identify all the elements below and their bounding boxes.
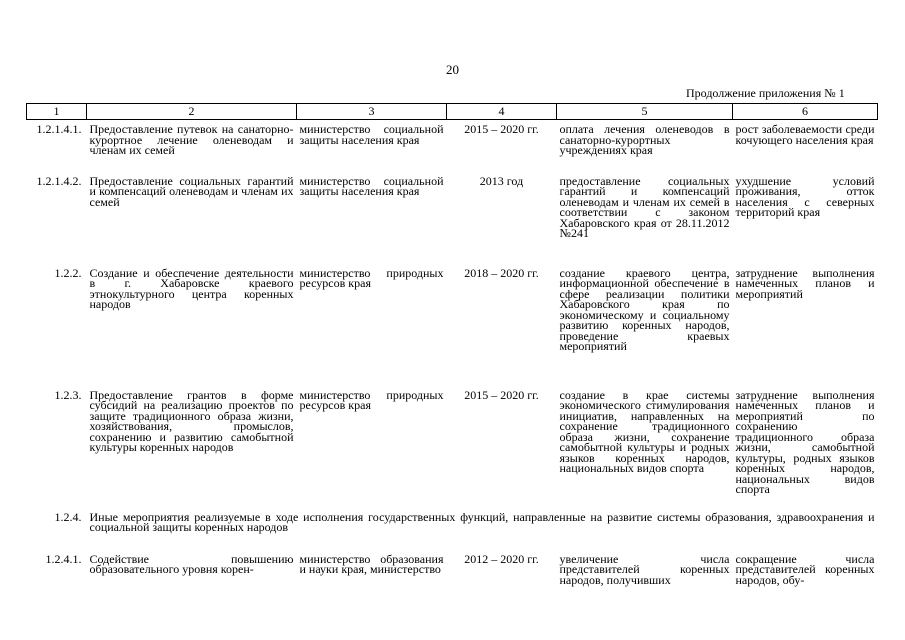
risk-cell: ухудшение условий проживания, отток населения с северных территорий края: [735, 173, 875, 219]
measure-cell: Предоставление грантов в форме субсидий на реализацию проектов по защите традиционного образа жизни, хозяйствования, промыслов, сохранению и развитию самобытной культуры коренных народов: [89, 387, 294, 454]
executor-cell: министерство образования и науки края, министерство: [299, 551, 444, 576]
measure-cell: Предоставление социальных гарантий и компенсаций оленеводам и членам их семей: [89, 173, 294, 209]
period-cell: 2012 – 2020 гг.: [464, 551, 539, 566]
executor-cell: министерство природных ресурсов края: [299, 387, 444, 412]
table-header-row: [27, 104, 878, 120]
header-col-4: 4: [447, 104, 557, 120]
row-number: 1.2.2.: [54, 265, 82, 280]
header-col-2: 2: [87, 104, 297, 120]
row-number: 1.2.1.4.1.: [36, 122, 82, 136]
result-cell: создание краевого центра, информационной обеспечение в сфере реализации политики Хабаровского края по экономическому и социальному развитию коренных народов, проведение краевых мероприятий: [559, 265, 730, 353]
result-cell: оплата лечения оленеводов в санаторно-курортных учреждениях края: [559, 122, 730, 157]
section-heading-cell: Иные мероприятия реализуемые в ходе исполнения государственных функций, направленные на развитие системы образования, здравоохранения и социальной защиты коренных народов: [89, 509, 875, 534]
result-cell: создание в крае системы экономического стимулирования инициатив, направленных на сохранение традиционного образа жизни, сохранение самобытной культуры и родных языков коренных народов, национальных видов спорта: [559, 387, 730, 475]
table-row: [27, 550, 878, 586]
table-row: [27, 120, 878, 172]
header-col-6: 6: [733, 104, 878, 120]
page-number: 20: [446, 62, 459, 77]
measure-cell: Создание и обеспечение деятельности в г. Хабаровске краевого этнокультурного центра коренных народов: [89, 265, 294, 311]
period-cell: 2015 – 2020 гг.: [464, 387, 539, 402]
table-row: [27, 264, 878, 386]
risk-cell: затруднение выполнения намеченных планов и мероприятий: [735, 265, 875, 301]
risk-cell: затруднение выполнения намеченных планов и мероприятий по сохранению традиционного образа жизни, самобытной культуры, родных языков коренных народов, национальных видов спорта: [735, 387, 875, 496]
executor-cell: министерство социальной защиты населения края: [299, 122, 444, 147]
risk-cell: рост заболеваемости среди кочующего населения края: [735, 122, 875, 147]
executor-cell: министерство социальной защиты населения края: [299, 173, 444, 198]
row-number: 1.2.3.: [54, 387, 82, 402]
header-col-1: 1: [27, 104, 87, 120]
row-number: 1.2.4.: [54, 509, 82, 524]
table-row: [27, 172, 878, 264]
executor-cell: министерство природных ресурсов края: [299, 265, 444, 290]
table-row: [27, 386, 878, 508]
result-cell: увеличение числа представителей коренных народов, получивших: [559, 551, 730, 587]
period-cell: 2018 – 2020 гг.: [464, 265, 539, 280]
row-number: 1.2.4.1.: [45, 551, 82, 566]
period-cell: 2013 год: [479, 173, 524, 188]
period-cell: 2015 – 2020 гг.: [464, 122, 539, 136]
continuation-note: Продолжение приложения № 1: [686, 86, 845, 100]
measure-cell: Предоставление путевок на санаторно-курортное лечение оленеводам и членам их семей: [89, 122, 294, 157]
header-col-5: 5: [557, 104, 733, 120]
risk-cell: сокращение числа представителей коренных народов, обу-: [735, 551, 875, 587]
row-number: 1.2.1.4.2.: [36, 173, 82, 188]
program-table: [26, 103, 878, 585]
table-row: [27, 508, 878, 550]
result-cell: предоставление социальных гарантий и компенсаций оленеводам и членам их семей в соответствии с законом Хабаровского края от 28.11.2012 №241: [559, 173, 730, 240]
header-col-3: 3: [297, 104, 447, 120]
measure-cell: Содействие повышению образовательного уровня корен-: [89, 551, 294, 576]
